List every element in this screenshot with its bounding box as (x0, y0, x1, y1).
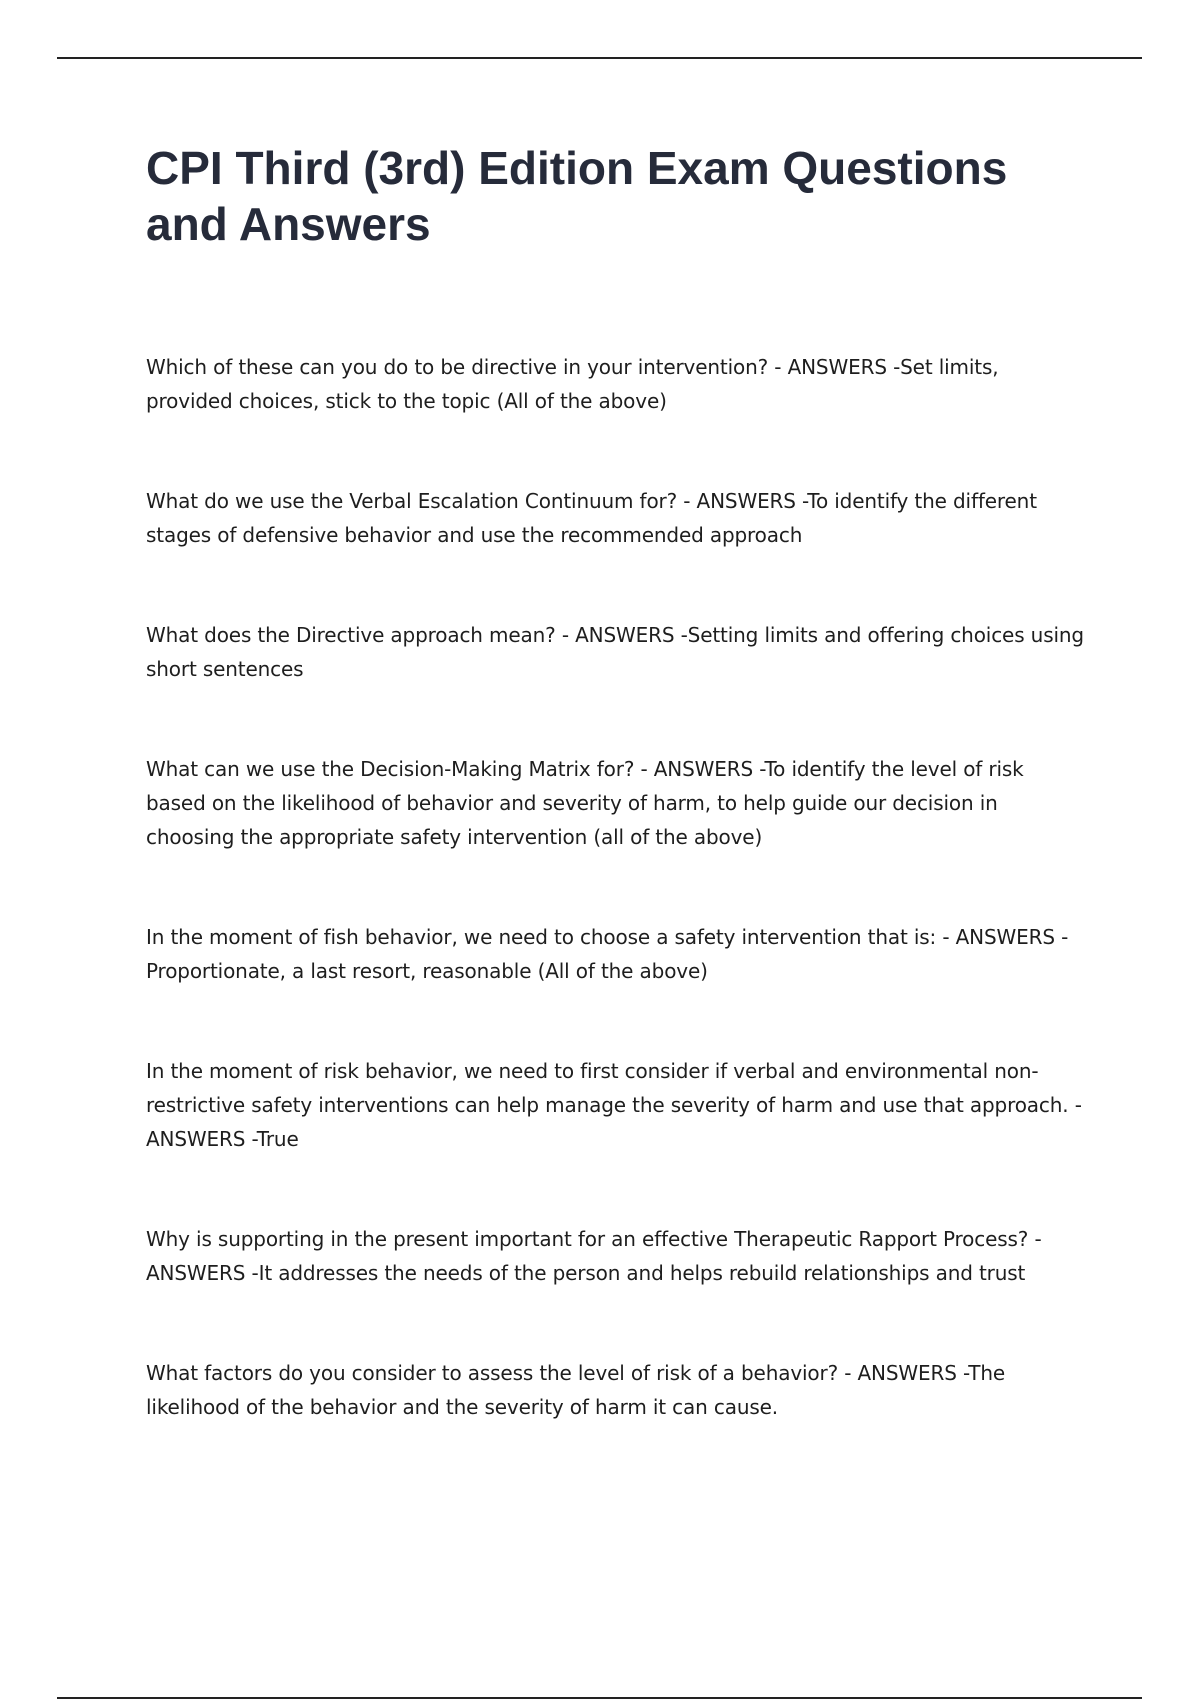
qa-item-1: Which of these can you do to be directive in your intervention? - ANSWERS -Set limits, provided choices, stick to the topic (All of the above) (146, 355, 999, 413)
page-title: CPI Third (3rd) Edition Exam Questions and Answers (146, 142, 1008, 250)
footer-rule (57, 1697, 1142, 1699)
header-rule (57, 57, 1142, 59)
qa-item-4: What can we use the Decision-Making Matrix for? - ANSWERS -To identify the level of risk based on the likelihood of behavior and severity of harm, to help guide our decision in choosing the appropriate safety intervention (all of the above) (146, 757, 1024, 849)
document-body (146, 140, 1086, 1490)
qa-item-5: In the moment of fish behavior, we need to choose a safety intervention that is: - ANSWERS -Proportionate, a last resort, reasonable (All of the above) (146, 925, 1069, 983)
qa-item-6: In the moment of risk behavior, we need to first consider if verbal and environmental non-restrictive safety interventions can help manage the severity of harm and use that approach. - ANSWERS -True (146, 1059, 1082, 1151)
qa-item-8: What factors do you consider to assess the level of risk of a behavior? - ANSWERS -The likelihood of the behavior and the severity of harm it can cause. (146, 1361, 1005, 1419)
qa-item-2: What do we use the Verbal Escalation Continuum for? - ANSWERS -To identify the different stages of defensive behavior and use the recommended approach (146, 489, 1037, 547)
qa-item-3: What does the Directive approach mean? - ANSWERS -Setting limits and offering choices using short sentences (146, 623, 1084, 681)
qa-item-7: Why is supporting in the present important for an effective Therapeutic Rapport Process? - ANSWERS -It addresses the needs of the person and helps rebuild relationships and trust (146, 1227, 1042, 1285)
qa-list (146, 350, 1086, 1424)
